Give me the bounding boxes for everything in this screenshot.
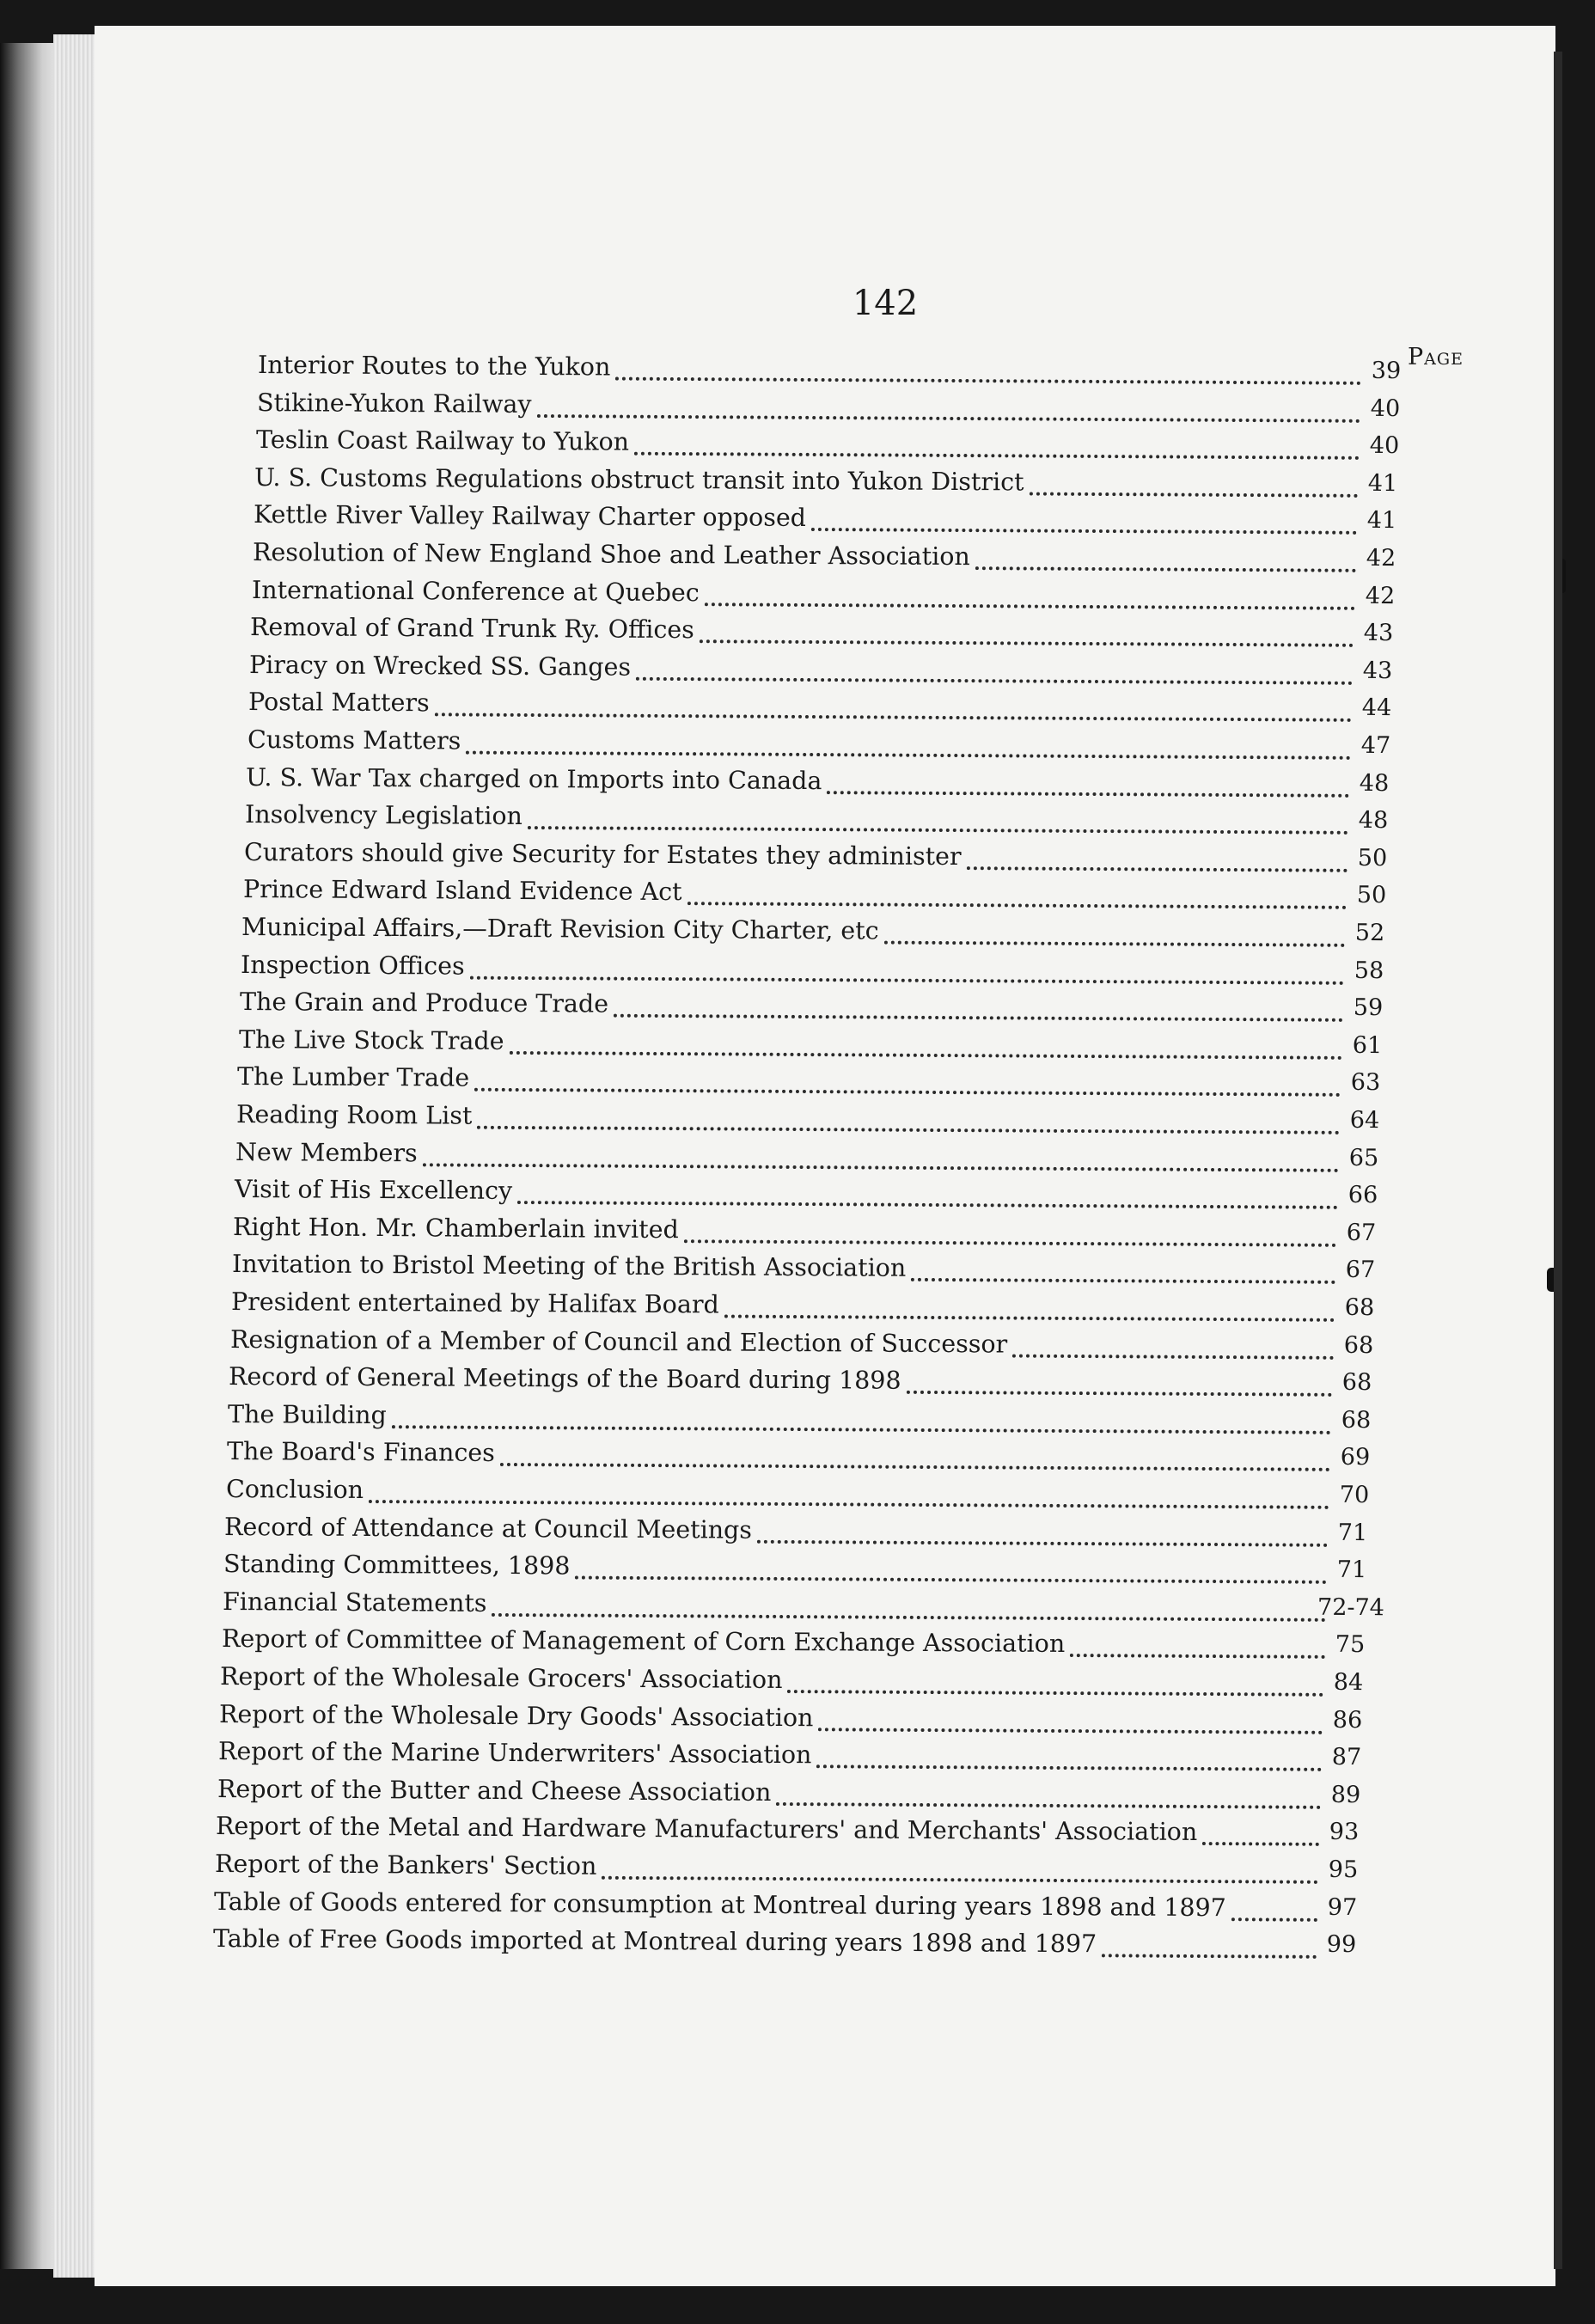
toc-entry bbox=[229, 1362, 1372, 1404]
dot-leader bbox=[633, 452, 1359, 460]
toc-entry bbox=[227, 1399, 1372, 1441]
right-page-edge bbox=[1554, 52, 1562, 2269]
toc-entry-page: 44 bbox=[1361, 694, 1392, 722]
dot-leader bbox=[776, 1802, 1321, 1809]
dot-leader bbox=[474, 1088, 1341, 1097]
toc-entry-page: 93 bbox=[1329, 1819, 1360, 1846]
page-column-heading: Page bbox=[1408, 344, 1464, 370]
toc-entry bbox=[254, 462, 1398, 505]
toc-entry bbox=[230, 1287, 1375, 1329]
toc-entry-title: Record of General Meetings of the Board during 1898 bbox=[229, 1362, 901, 1395]
toc-entry-title: Customs Matters bbox=[247, 725, 461, 755]
dot-leader bbox=[614, 1014, 1343, 1022]
toc-entry-page: 75 bbox=[1335, 1631, 1365, 1659]
toc-entry-title: Report of the Wholesale Grocers' Association bbox=[220, 1662, 783, 1694]
toc-entry bbox=[214, 1850, 1359, 1891]
toc-entry-page: 40 bbox=[1369, 432, 1399, 460]
dot-leader bbox=[818, 1728, 1323, 1734]
toc-entry-title: Table of Goods entered for consumption at Montreal during years 1898 and 1897 bbox=[213, 1887, 1226, 1922]
toc-entry-title: Report of the Bankers' Section bbox=[214, 1850, 597, 1881]
toc-entry-title: Resignation of a Member of Council and Election of Successor bbox=[229, 1324, 1007, 1359]
toc-entry-page: 68 bbox=[1344, 1293, 1375, 1322]
toc-entry-page: 63 bbox=[1350, 1069, 1381, 1097]
toc-entry bbox=[248, 650, 1393, 692]
toc-entry bbox=[222, 1587, 1384, 1629]
toc-entry-title: Reading Room List bbox=[235, 1100, 473, 1130]
dot-leader bbox=[1202, 1842, 1319, 1846]
toc-entry-title: Teslin Coast Railway to Yukon bbox=[255, 425, 629, 456]
toc-entry-title: Piracy on Wrecked SS. Ganges bbox=[248, 650, 632, 682]
toc-entry-page: 69 bbox=[1340, 1444, 1371, 1471]
toc-entry bbox=[251, 575, 1395, 617]
toc-entry bbox=[242, 875, 1386, 916]
toc-entry-title: Report of the Marine Underwriters' Association bbox=[217, 1737, 812, 1770]
toc-entry-title: The Lumber Trade bbox=[237, 1062, 470, 1093]
toc-entry-page: 68 bbox=[1343, 1331, 1373, 1359]
dot-leader bbox=[884, 941, 1345, 947]
toc-entry bbox=[257, 351, 1402, 392]
toc-entry bbox=[234, 1175, 1378, 1216]
toc-entry-page: 99 bbox=[1326, 1931, 1356, 1959]
toc-entry-page: 67 bbox=[1346, 1219, 1377, 1246]
toc-entry-title: Insolvency Legislation bbox=[244, 800, 523, 831]
toc-entry-title: Report of the Wholesale Dry Goods' Association bbox=[218, 1699, 814, 1732]
dot-leader bbox=[1102, 1954, 1317, 1960]
toc-entry-page: 64 bbox=[1349, 1106, 1380, 1134]
dot-leader bbox=[470, 975, 1344, 984]
toc-entry-title: Interior Routes to the Yukon bbox=[257, 351, 611, 382]
page-number: 142 bbox=[852, 284, 919, 323]
toc-entry-page: 71 bbox=[1337, 1519, 1368, 1546]
dot-leader bbox=[422, 1163, 1338, 1172]
toc-entry-page: 89 bbox=[1330, 1781, 1360, 1808]
toc-entry-page: 65 bbox=[1348, 1144, 1379, 1171]
toc-entry-title: U. S. Customs Regulations obstruct transit into Yukon District bbox=[254, 462, 1024, 497]
toc-entry-title: Invitation to Bristol Meeting of the British Association bbox=[231, 1250, 907, 1283]
toc-entry-page: 67 bbox=[1345, 1257, 1376, 1284]
toc-entry-page: 70 bbox=[1339, 1481, 1369, 1509]
toc-entry-page: 68 bbox=[1341, 1369, 1372, 1397]
toc-entry-page: 61 bbox=[1352, 1031, 1382, 1059]
toc-entry-title: The Building bbox=[227, 1399, 387, 1429]
toc-entry bbox=[220, 1662, 1364, 1703]
dot-leader bbox=[1030, 492, 1358, 497]
toc-entry bbox=[248, 688, 1392, 729]
toc-entry-page: 71 bbox=[1336, 1556, 1367, 1584]
toc-entry-page: 48 bbox=[1358, 807, 1389, 835]
toc-entry bbox=[235, 1100, 1380, 1141]
toc-entry-page: 50 bbox=[1356, 882, 1386, 909]
toc-entry-title: New Members bbox=[235, 1137, 418, 1167]
toc-entry-page: 43 bbox=[1363, 620, 1394, 647]
toc-entry-page: 66 bbox=[1348, 1182, 1378, 1209]
toc-entry-page: 95 bbox=[1328, 1856, 1359, 1884]
dot-leader bbox=[684, 1239, 1336, 1247]
dot-leader bbox=[1070, 1654, 1325, 1659]
book-spine bbox=[0, 43, 60, 2269]
toc-entry-page: 50 bbox=[1357, 844, 1388, 872]
dot-leader bbox=[477, 1126, 1340, 1134]
toc-entry-page: 58 bbox=[1354, 957, 1384, 984]
dot-leader bbox=[788, 1690, 1324, 1697]
toc-entry-title: Report of the Butter and Cheese Association bbox=[217, 1774, 771, 1807]
dot-leader bbox=[615, 377, 1361, 385]
toc-entry-title: Inspection Offices bbox=[240, 950, 465, 981]
dot-leader bbox=[434, 713, 1351, 723]
toc-entry-title: President entertained by Halifax Board bbox=[230, 1287, 719, 1319]
dot-leader bbox=[816, 1764, 1322, 1771]
toc-entry-title: Report of the Metal and Hardware Manufacturers' and Merchants' Association bbox=[216, 1812, 1198, 1847]
dot-leader bbox=[1012, 1354, 1334, 1359]
toc-entry bbox=[231, 1250, 1376, 1291]
dot-leader bbox=[811, 528, 1357, 535]
table-of-contents bbox=[95, 26, 1555, 2286]
toc-entry-title: Conclusion bbox=[225, 1475, 364, 1504]
toc-entry bbox=[240, 950, 1384, 992]
toc-entry-page: 84 bbox=[1333, 1668, 1364, 1697]
dot-leader bbox=[575, 1576, 1327, 1584]
toc-entry-page: 42 bbox=[1365, 582, 1395, 609]
toc-entry-title: Removal of Grand Trunk Ry. Offices bbox=[250, 613, 695, 645]
toc-entry-title: Visit of His Excellency bbox=[234, 1175, 512, 1206]
toc-entry-title: Curators should give Security for Estates they administer bbox=[243, 837, 962, 871]
toc-entry bbox=[241, 913, 1385, 954]
toc-entry-page: 42 bbox=[1366, 544, 1396, 572]
dot-leader bbox=[966, 866, 1347, 872]
toc-entry bbox=[252, 538, 1396, 579]
dot-leader bbox=[517, 1201, 1338, 1209]
toc-entry-title: Report of Committee of Management of Corn Exchange Association bbox=[221, 1624, 1065, 1659]
toc-entry-title: Financial Statements bbox=[222, 1587, 487, 1618]
toc-entry bbox=[244, 800, 1389, 841]
dot-leader bbox=[757, 1539, 1328, 1546]
toc-entry-title: Standing Committees, 1898 bbox=[223, 1550, 571, 1581]
toc-entry-page: 41 bbox=[1366, 507, 1397, 535]
toc-entry bbox=[213, 1887, 1358, 1929]
toc-entry-title: International Conference at Quebec bbox=[251, 575, 700, 607]
toc-entry-page: 72-74 bbox=[1317, 1593, 1384, 1622]
toc-entry bbox=[225, 1475, 1369, 1516]
toc-entry bbox=[246, 762, 1390, 804]
toc-entry bbox=[229, 1324, 1373, 1367]
toc-entry bbox=[221, 1624, 1365, 1666]
dot-leader bbox=[975, 566, 1355, 572]
toc-entry-page: 97 bbox=[1327, 1893, 1358, 1921]
toc-entry-title: The Live Stock Trade bbox=[238, 1024, 504, 1055]
toc-entry bbox=[253, 500, 1397, 541]
dot-leader bbox=[687, 902, 1346, 910]
dot-leader bbox=[704, 602, 1354, 610]
toc-entry-page: 87 bbox=[1331, 1744, 1362, 1771]
toc-entry bbox=[247, 725, 1390, 767]
toc-entry-page: 59 bbox=[1353, 994, 1384, 1022]
toc-entry bbox=[243, 837, 1388, 879]
toc-entry-page: 43 bbox=[1362, 657, 1393, 684]
toc-entry bbox=[250, 613, 1394, 654]
dot-leader bbox=[724, 1315, 1334, 1322]
toc-entry bbox=[218, 1699, 1363, 1741]
dot-leader bbox=[636, 677, 1353, 685]
dot-leader bbox=[466, 751, 1351, 760]
toc-entry-page: 41 bbox=[1367, 469, 1398, 497]
toc-entry bbox=[212, 1924, 1356, 1966]
toc-entry bbox=[217, 1774, 1360, 1816]
toc-entry bbox=[255, 425, 1399, 467]
dot-leader bbox=[492, 1613, 1326, 1622]
dot-leader bbox=[907, 1391, 1332, 1397]
dot-leader bbox=[509, 1051, 1341, 1060]
toc-entry-title: The Board's Finances bbox=[226, 1437, 495, 1468]
dot-leader bbox=[499, 1463, 1329, 1471]
toc-entry-title: Record of Attendance at Council Meetings bbox=[224, 1512, 753, 1544]
dot-leader bbox=[700, 639, 1354, 647]
toc-entry bbox=[238, 1024, 1382, 1067]
toc-entry bbox=[216, 1812, 1360, 1853]
toc-entry-title: Resolution of New England Shoe and Leather Association bbox=[252, 538, 970, 572]
toc-entry bbox=[233, 1212, 1377, 1254]
toc-entry-title: The Grain and Produce Trade bbox=[239, 988, 608, 1018]
toc-entry-title: Kettle River Valley Railway Charter opposed bbox=[253, 500, 807, 533]
toc-entry-page: 40 bbox=[1370, 394, 1401, 422]
toc-entry-page: 47 bbox=[1360, 731, 1390, 760]
dot-leader bbox=[528, 826, 1348, 835]
toc-entry-title: Stikine-Yukon Railway bbox=[256, 388, 532, 419]
dot-leader bbox=[368, 1500, 1329, 1509]
toc-entry bbox=[239, 988, 1384, 1029]
book-page bbox=[95, 26, 1555, 2286]
dot-leader bbox=[536, 414, 1360, 423]
toc-entry-title: Municipal Affairs,—Draft Revision City Charter, etc bbox=[241, 913, 879, 945]
toc-entry bbox=[223, 1550, 1367, 1591]
dot-leader bbox=[602, 1876, 1318, 1884]
toc-entry-title: U. S. War Tax charged on Imports into Canada bbox=[246, 762, 822, 795]
dot-leader bbox=[911, 1278, 1335, 1284]
toc-entry-title: Right Hon. Mr. Chamberlain invited bbox=[233, 1212, 680, 1244]
toc-entry bbox=[235, 1137, 1379, 1179]
dot-leader bbox=[392, 1425, 1331, 1434]
toc-entry-title: Postal Matters bbox=[248, 688, 430, 718]
toc-entry-page: 86 bbox=[1332, 1706, 1363, 1734]
toc-entry-title: Prince Edward Island Evidence Act bbox=[242, 875, 682, 907]
toc-entry-page: 39 bbox=[1371, 357, 1402, 385]
toc-entry bbox=[237, 1062, 1381, 1104]
toc-entry bbox=[256, 388, 1401, 430]
toc-entry-page: 52 bbox=[1354, 919, 1385, 947]
toc-entry-title: Table of Free Goods imported at Montreal during years 1898 and 1897 bbox=[212, 1924, 1097, 1959]
toc-entry-page: 48 bbox=[1359, 769, 1390, 797]
dot-leader bbox=[828, 791, 1350, 798]
toc-entry-page: 68 bbox=[1341, 1406, 1372, 1434]
toc-entry bbox=[224, 1512, 1368, 1554]
toc-entry bbox=[226, 1437, 1371, 1478]
toc-entry bbox=[217, 1737, 1362, 1778]
